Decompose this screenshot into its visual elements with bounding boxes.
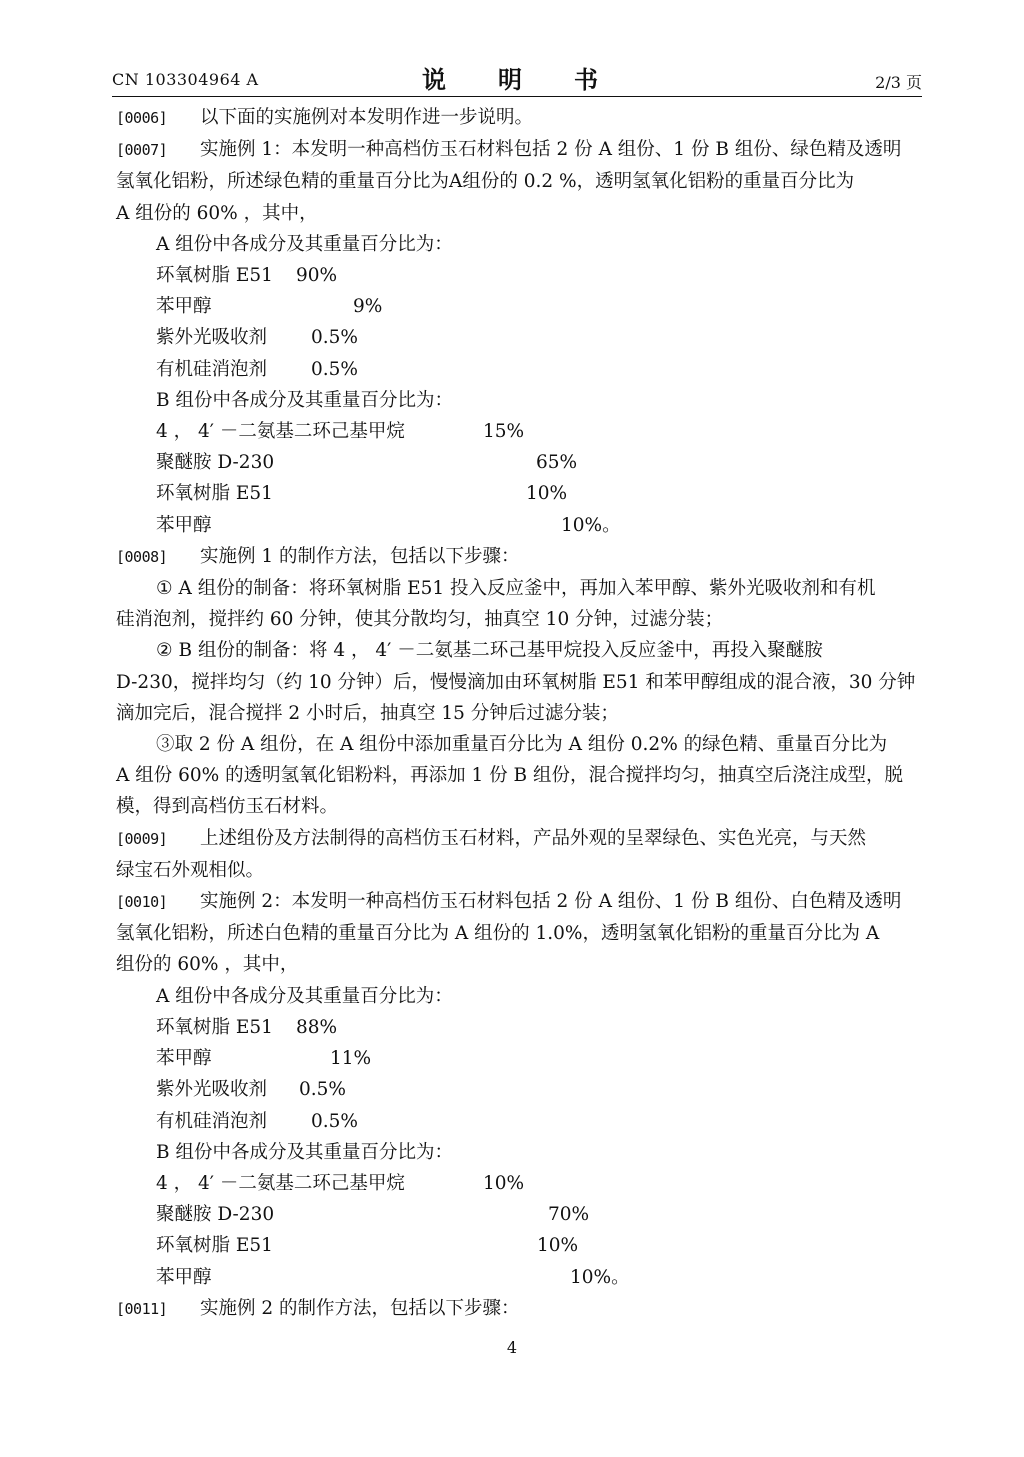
- ingredient-name: 4 ， 4′ －二氨基二环己基甲烷: [156, 421, 405, 443]
- paragraph-text: 实施例 2：本发明一种高档仿玉石材料包括 2 份 A 组份、1 份 B 组份、白色精及透明: [200, 891, 902, 913]
- step-2-line: ② B 组份的制备：将 4 ， 4′ －二氨基二环己基甲烷投入反应釜中，再投入聚醚胺: [156, 640, 823, 662]
- paragraph-line: 氢氧化铝粉，所述绿色精的重量百分比为A组份的 0.2 %，透明氢氧化铝粉的重量百分比为: [116, 171, 855, 193]
- ingredient-name: 有机硅消泡剂: [156, 358, 268, 380]
- step-3-line: A 组份 60% 的透明氢氧化铝粉料，再添加 1 份 B 组份，混合搅拌均匀，抽真空后浇注成型，脱: [116, 765, 904, 787]
- paragraph-line: 组份的 60% ，其中，: [116, 954, 299, 976]
- ingredient-name: 紫外光吸收剂: [156, 327, 268, 349]
- ingredient-row: [116, 291, 921, 322]
- document-body: [116, 102, 921, 1325]
- document-number: CN 103304964 A: [112, 70, 259, 89]
- ex2-b-heading: B 组份中各成分及其重量百分比为：: [156, 1141, 453, 1163]
- ingredient-value: 10%: [537, 1235, 579, 1257]
- ingredient-name: 苯甲醇: [156, 514, 212, 536]
- ingredient-value: 88%: [296, 1016, 338, 1038]
- ingredient-row: [116, 1168, 921, 1199]
- ingredient-value: 10%: [483, 1172, 525, 1194]
- ingredient-row: [116, 1106, 921, 1137]
- ingredient-row: [116, 260, 921, 291]
- ingredient-value: 9%: [353, 296, 383, 318]
- paragraph-0010: [116, 886, 921, 918]
- step-1-line: 硅消泡剂，搅拌约 60 分钟，使其分散均匀，抽真空 10 分钟，过滤分装；: [116, 609, 724, 631]
- ingredient-value: 0.5%: [299, 1079, 346, 1101]
- paragraph-text: 实施例 1 的制作方法，包括以下步骤：: [200, 545, 520, 567]
- ingredient-value: 65%: [536, 452, 578, 474]
- ingredient-row: [116, 1230, 921, 1261]
- page-header: [112, 60, 922, 96]
- ingredient-name: 环氧树脂 E51: [156, 1016, 273, 1038]
- step-3-line: ③取 2 份 A 组份，在 A 组份中添加重量百分比为 A 组份 0.2% 的绿色精、重量百分比为: [156, 734, 888, 756]
- ingredient-value: 10%。: [561, 514, 621, 536]
- paragraph-line: 氢氧化铝粉，所述白色精的重量百分比为 A 组份的 1.0%，透明氢氧化铝粉的重量百分比为 A: [116, 923, 880, 945]
- ingredient-row: [116, 1012, 921, 1043]
- ingredient-name: 聚醚胺 D-230: [156, 452, 275, 474]
- ingredient-name: 环氧树脂 E51: [156, 1235, 273, 1257]
- paragraph-0008: [116, 541, 921, 573]
- paragraph-text: 实施例 2 的制作方法，包括以下步骤：: [200, 1297, 520, 1319]
- ingredient-value: 10%。: [570, 1266, 630, 1288]
- ingredient-name: 有机硅消泡剂: [156, 1110, 268, 1132]
- paragraph-line: 绿宝石外观相似。: [116, 859, 265, 881]
- ex2-a-heading: A 组份中各成分及其重量百分比为：: [156, 985, 453, 1007]
- paragraph-number: [0007]: [116, 141, 168, 160]
- step-3-line: 模，得到高档仿玉石材料。: [116, 796, 339, 818]
- ingredient-name: 苯甲醇: [156, 1266, 212, 1288]
- ingredient-value: 0.5%: [311, 327, 358, 349]
- header-rule: [112, 96, 922, 97]
- ingredient-name: 4 ， 4′ －二氨基二环己基甲烷: [156, 1172, 405, 1194]
- ingredient-value: 90%: [296, 265, 338, 287]
- ingredient-row: [116, 416, 921, 447]
- step-2-line: 滴加完后，混合搅拌 2 小时后，抽真空 15 分钟后过滤分装；: [116, 702, 619, 724]
- paragraph-line: A 组份的 60% ，其中，: [116, 202, 318, 224]
- ingredient-value: 70%: [548, 1204, 590, 1226]
- ingredient-name: 苯甲醇: [156, 1048, 212, 1070]
- paragraph-number: [0010]: [116, 893, 168, 912]
- ingredient-row: [116, 322, 921, 353]
- ingredient-row: [116, 354, 921, 385]
- ingredient-name: 苯甲醇: [156, 296, 212, 318]
- ingredient-row: [116, 1199, 921, 1230]
- ex1-a-heading: A 组份中各成分及其重量百分比为：: [156, 233, 453, 255]
- ingredient-name: 环氧树脂 E51: [156, 483, 273, 505]
- ingredient-row: [116, 447, 921, 478]
- ingredient-name: 紫外光吸收剂: [156, 1079, 268, 1101]
- step-1-line: ① A 组份的制备：将环氧树脂 E51 投入反应釜中，再加入苯甲醇、紫外光吸收剂和有机: [156, 578, 876, 600]
- ingredient-row: [116, 1043, 921, 1074]
- paragraph-text: 上述组份及方法制得的高档仿玉石材料，产品外观的呈翠绿色、实色光亮，与天然: [200, 827, 867, 849]
- page-indicator: 2/3 页: [875, 73, 922, 92]
- page-number: 4: [506, 1338, 518, 1357]
- ingredient-row: [116, 1074, 921, 1105]
- document-title: 说 明 书: [422, 65, 612, 94]
- paragraph-number: [0011]: [116, 1299, 168, 1318]
- ingredient-value: 0.5%: [311, 358, 358, 380]
- paragraph-0009: [116, 823, 921, 855]
- ingredient-name: 聚醚胺 D-230: [156, 1204, 275, 1226]
- ingredient-value: 15%: [483, 421, 525, 443]
- ingredient-name: 环氧树脂 E51: [156, 265, 273, 287]
- ingredient-value: 11%: [330, 1048, 372, 1070]
- paragraph-0007: [116, 134, 921, 166]
- paragraph-text: 实施例 1：本发明一种高档仿玉石材料包括 2 份 A 组份、1 份 B 组份、绿色精及透明: [200, 139, 902, 161]
- ingredient-row: [116, 510, 921, 541]
- paragraph-0006: [116, 102, 921, 134]
- step-2-line: D-230，搅拌均匀（约 10 分钟）后，慢慢滴加由环氧树脂 E51 和苯甲醇组成的混合液，30 分钟: [116, 671, 916, 693]
- paragraph-number: [0008]: [116, 547, 168, 566]
- ingredient-value: 10%: [526, 483, 568, 505]
- ingredient-row: [116, 1262, 921, 1293]
- ingredient-row: [116, 478, 921, 509]
- ingredient-value: 0.5%: [311, 1110, 358, 1132]
- paragraph-text: 以下面的实施例对本发明作进一步说明。: [200, 107, 534, 128]
- paragraph-number: [0009]: [116, 829, 168, 848]
- ex1-b-heading: B 组份中各成分及其重量百分比为：: [156, 389, 453, 411]
- paragraph-0011: [116, 1293, 921, 1325]
- paragraph-number: [0006]: [116, 109, 168, 127]
